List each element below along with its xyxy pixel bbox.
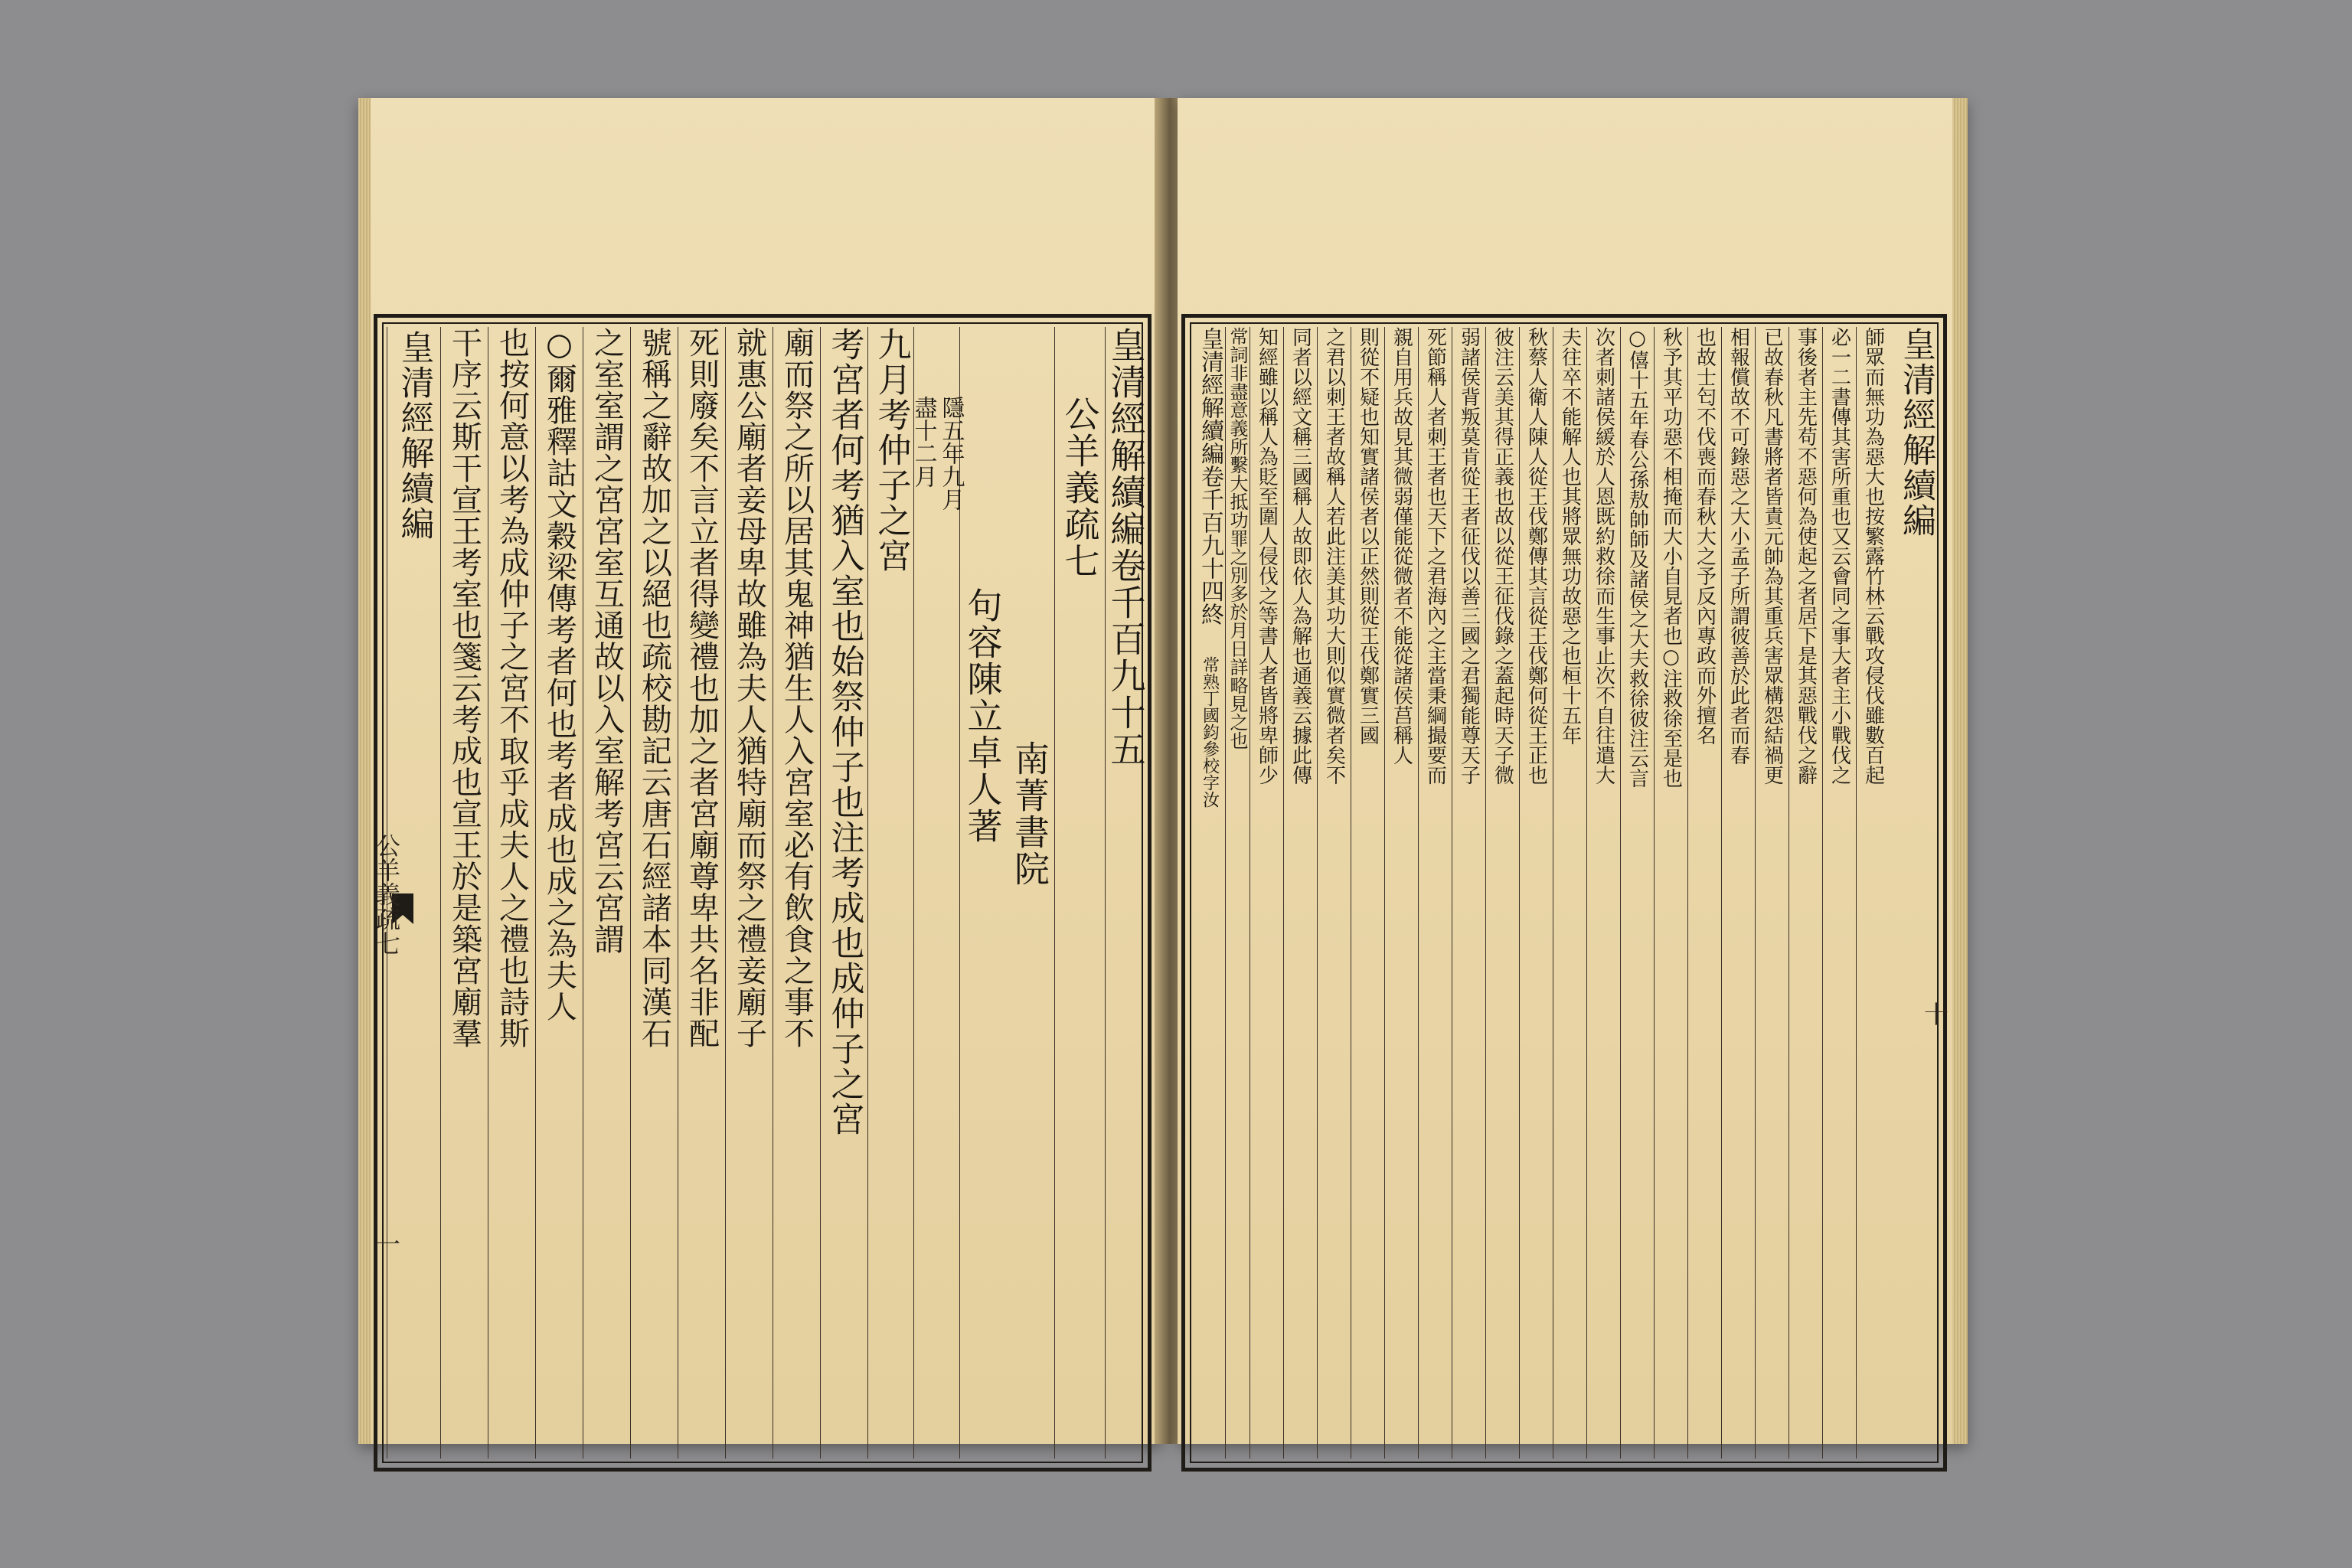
right-text-frame — [1181, 314, 1947, 1472]
proofreader-credit: 常熟丁國鈞參校字汝 — [1200, 656, 1220, 808]
text-line: 常詞非盡意義所繫大抵功罪之別多於月日詳略見之也 — [1227, 327, 1248, 750]
date-range-end: 盡十二月 — [910, 396, 937, 488]
folio-number: 一 — [372, 1231, 401, 1256]
text-line: 考宮者何考猶入室也始祭仲子也注考成也成仲子之宮 — [825, 327, 864, 1137]
text-column — [820, 327, 867, 1459]
text-line: 次者刺諸侯緩於人恩既約救徐而生事止次不自往遣大 — [1592, 327, 1615, 785]
text-column — [1620, 327, 1654, 1459]
chapter-title: 公羊義疏七 — [1059, 396, 1101, 580]
text-column — [1687, 327, 1721, 1459]
text-line: 就惠公廟者妾母卑故雖為夫人猶特廟而祭之禮妾廟子 — [731, 327, 767, 1049]
text-column — [1250, 327, 1283, 1459]
text-column — [488, 327, 535, 1459]
text-column — [725, 327, 773, 1459]
text-line: ○僖十五年春公孫敖帥師及諸侯之大夫救徐彼注云言 — [1625, 327, 1649, 788]
margin-column — [1890, 327, 1942, 1459]
text-line: ○爾雅釋詁文穀梁傳考者何也考者成也成之為夫人 — [541, 327, 577, 1022]
text-column — [1654, 327, 1687, 1459]
text-line: 也故士匄不伐喪而春秋大之予反內專政而外擅名 — [1693, 327, 1717, 745]
text-line: 秋予其平功惡不相掩而大小自見者也○注救徐至是也 — [1659, 327, 1683, 788]
text-line: 相報償故不可錄惡之大小孟子所謂彼善於此者而春 — [1726, 327, 1750, 765]
text-column — [1553, 327, 1586, 1459]
column-date — [910, 327, 965, 1459]
text-line: 死節稱人者刺王者也天下之君海內之主當秉綱撮要而 — [1423, 327, 1447, 785]
column-author — [959, 327, 1005, 1459]
text-line: 之君以刺王者故稱人若此注美其功大則似實微者矣不 — [1322, 327, 1346, 785]
folio-number: 十 — [1920, 1001, 1949, 1026]
text-column — [678, 327, 725, 1459]
spine-subtitle: 公羊義疏七 — [372, 833, 401, 956]
text-column — [1485, 327, 1519, 1459]
text-line: 師眾而無功為惡大也按繁露竹林云戰攻侵伐雖數百起 — [1861, 327, 1885, 785]
text-line: 之室室謂之宮宮室互通故以入室解考宮云宮謂 — [589, 327, 625, 955]
spine-title: 皇清經解續編 — [394, 330, 434, 541]
text-column — [535, 327, 583, 1459]
text-column — [1586, 327, 1620, 1459]
text-column — [1788, 327, 1822, 1459]
spine-title: 皇清經解續編 — [1896, 327, 1936, 538]
text-line: 也按何意以考為成仲子之宮不取乎成夫人之禮也詩斯 — [494, 327, 530, 1049]
right-page — [1178, 98, 1968, 1444]
date-range-start: 隱五年九月 — [937, 396, 965, 511]
scripture-line: 九月考仲子之宮 — [871, 327, 911, 573]
column-title — [1105, 327, 1146, 1459]
text-column — [1351, 327, 1384, 1459]
text-column — [1721, 327, 1755, 1459]
left-text-frame — [374, 314, 1152, 1472]
text-line: 事後者主先苟不惡何為使起之者居下是其惡戰伐之辭 — [1794, 327, 1818, 785]
volume-title: 皇清經解續編卷千百九十五 — [1105, 327, 1147, 768]
text-line: 已故春秋凡書將者皆責元帥為其重兵害眾構怨結禍更 — [1760, 327, 1784, 785]
text-line: 同者以經文稱三國稱人故即依人為解也通義云據此傳 — [1289, 327, 1312, 785]
publisher-name: 南菁書院 — [1009, 740, 1050, 887]
text-line: 秋蔡人衛人陳人從王伐鄭傳其言從王伐鄭何從王正也 — [1524, 327, 1548, 785]
text-column — [773, 327, 820, 1459]
text-column — [1225, 327, 1250, 1459]
text-line: 號稱之辭故加之以絕也疏校勘記云唐石經諸本同漢石 — [636, 327, 672, 1049]
volume-end-title: 皇清經解續編卷千百九十四終 — [1197, 327, 1223, 626]
text-line: 弱諸侯背叛莫肯從王者征伐以善三國之君獨能尊天子 — [1457, 327, 1481, 785]
text-line: 廟而祭之所以居其鬼神猶生人入宮室必有飲食之事不 — [779, 327, 815, 1049]
text-column — [1418, 327, 1452, 1459]
text-column — [583, 327, 630, 1459]
text-column — [440, 327, 488, 1459]
text-line: 彼注云美其得正義也故以從王征伐錄之蓋起時天子微 — [1491, 327, 1514, 785]
text-line: 夫往卒不能解人也其將眾無功故惡之也桓十五年 — [1558, 327, 1582, 745]
column-press — [1005, 327, 1054, 1459]
text-line: 則從不疑也知實諸侯者以正然則從王伐鄭實三國 — [1356, 327, 1380, 745]
page-edge — [1952, 98, 1968, 1444]
text-line: 干序云斯干宣王考室也箋云考成也宣王於是築宮廟羣 — [446, 327, 482, 1049]
author-line: 句容陳立卓人著 — [962, 587, 1004, 844]
text-column — [1856, 327, 1890, 1459]
text-line: 親自用兵故見其微弱僅能從微者不能從諸侯莒稱人 — [1390, 327, 1413, 765]
text-column — [1519, 327, 1553, 1459]
text-line: 死則廢矣不言立者得變禮也加之者宮廟尊卑共名非配 — [684, 327, 720, 1049]
text-column — [1755, 327, 1788, 1459]
text-column — [1384, 327, 1418, 1459]
left-page — [358, 98, 1162, 1444]
colophon-column — [1194, 327, 1225, 1459]
text-column — [1283, 327, 1317, 1459]
text-line: 必一二書傳其害所重也又云會同之事大者主小戰伐之 — [1828, 327, 1851, 785]
text-column — [630, 327, 678, 1459]
column-heading — [867, 327, 913, 1459]
column-book — [1054, 327, 1105, 1459]
text-line: 知經雖以稱人為貶至圍人侵伐之等書人者皆將卑師少 — [1255, 327, 1279, 785]
text-column — [1822, 327, 1856, 1459]
text-column — [1317, 327, 1351, 1459]
text-column — [1452, 327, 1485, 1459]
open-book — [358, 98, 1968, 1444]
